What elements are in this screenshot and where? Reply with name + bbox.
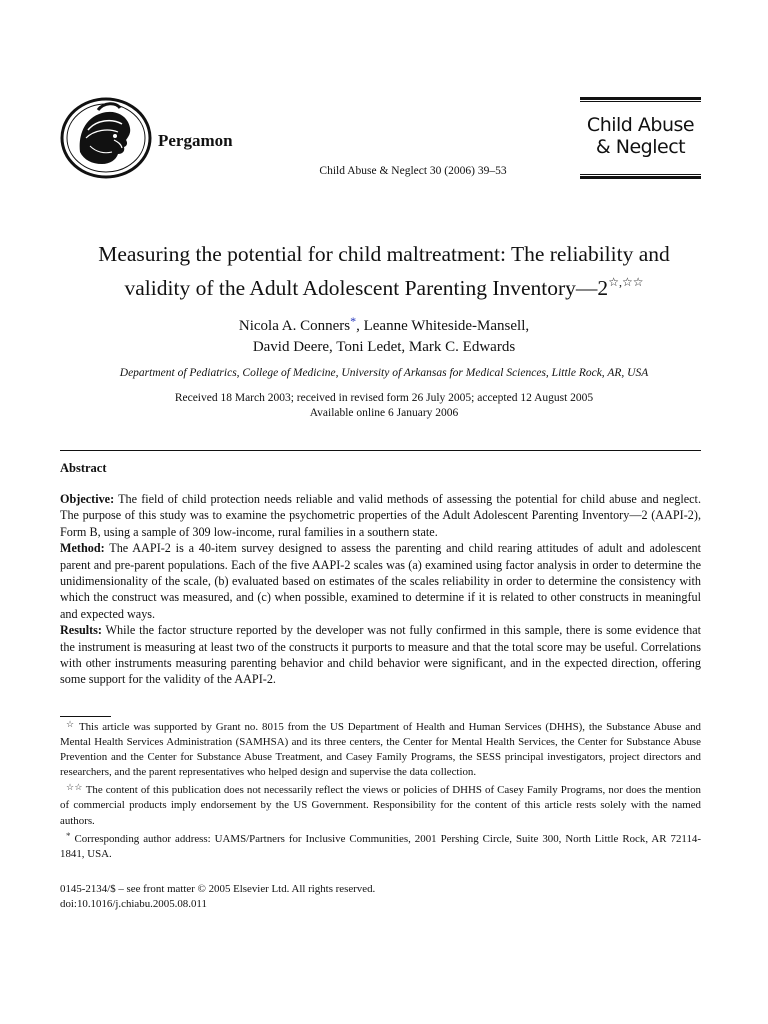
authors-line-2: David Deere, Toni Ledet, Mark C. Edwards xyxy=(252,339,516,355)
title-footnote-marks[interactable]: ☆,☆☆ xyxy=(608,275,644,289)
method-label: Method: xyxy=(60,541,105,556)
author-list xyxy=(0,311,768,358)
objective-label: Objective: xyxy=(60,492,115,506)
abstract-body xyxy=(60,491,701,688)
front-matter xyxy=(60,882,375,912)
wordmark-bottom-rule-thin xyxy=(580,174,701,175)
footnote-2-text: The content of this publication does not necessarily reflect the views or policies of DHHS of Casey Family Programs, nor does the mention of commercial products imply endorsement by the US Government. Responsibility for the content of this article rests solely with the named authors. xyxy=(60,784,702,827)
received-dates: Received 18 March 2003; received in revised form 26 July 2005; accepted 12 August 2005 xyxy=(174,392,594,404)
footnote-1-mark: ☆ xyxy=(66,719,76,729)
affiliation: Department of Pediatrics, College of Medicine, University of Arkansas for Medical Sciences, Little Rock, AR, USA xyxy=(119,367,649,379)
objective-text: The field of child protection needs reliable and valid methods of assessing the potential for child abuse and neglect. The purpose of this study was to examine the psychometric properties of the Adult Adolescent Parenting Inventory—2 (AAPI-2), Form B, using a sample of 309 low-income, rural families in a southern state. xyxy=(60,492,701,539)
wordmark-line-2: & Neglect xyxy=(595,136,686,158)
publisher-name: Pergamon xyxy=(158,131,233,150)
journal-citation: Child Abuse & Neglect 30 (2006) 39–53 xyxy=(319,165,507,177)
footnote-1 xyxy=(60,717,701,780)
footnote-2-mark: ☆☆ xyxy=(66,782,83,793)
issn-line: 0145-2134/$ – see front matter © 2005 Elsevier Ltd. All rights reserved. xyxy=(60,883,376,895)
footnote-2 xyxy=(60,780,701,828)
footnote-3-mark: * xyxy=(66,830,71,841)
footnote-3 xyxy=(60,829,701,862)
abstract-heading: Abstract xyxy=(60,461,107,475)
title-line-1: Measuring the potential for child maltreatment: The reliability and xyxy=(98,242,670,266)
authors-line-1a: Nicola A. Conners xyxy=(238,318,351,334)
results-label: Results: xyxy=(60,623,102,638)
results-text: While the factor structure reported by the developer was not fully confirmed in this sample, there is some evidence that the instrument is measuring at least two of the constructs it purports to measure and that the total score may be useful. Correlations with other instruments measuring parenting behavior and child behavior were significant, and in the expected direction, offering some support for the validity of the AAPI-2. xyxy=(60,623,701,687)
wordmark-bottom-rule xyxy=(580,176,701,179)
abstract-objective xyxy=(60,491,701,540)
method-text: The AAPI-2 is a 40-item survey designed to assess the parenting and child rearing attitudes of adult and adolescent parent and pre-parent populations. Each of the five AAPI-2 scales was (a) examined using factor analysis in order to determine the unidimensionality of the scale, (b) evaluated based on estimates of the scales reliability in order to determine the consistency with which the construct was measured, and (c) when possible, examined to determine if it is related to other constructs in meaningful and expected ways. xyxy=(60,541,701,621)
abstract-results xyxy=(60,622,701,688)
abstract-method xyxy=(60,540,701,622)
abstract-top-rule xyxy=(60,450,701,451)
footnote-3-text: Corresponding author address: UAMS/Partners for Inclusive Communities, 2001 Pershing Circle, Suite 300, North Little Rock, AR 72114-1841, USA. xyxy=(60,832,701,860)
article-history xyxy=(0,391,768,421)
footnote-1-text: This article was supported by Grant no. 8015 from the US Department of Health and Human Services (DHHS), the Substance Abuse and Mental Health Services Administration (SAMHSA) and its three centers, the Center for Mental Health Services, the Center for Substance Abuse Prevention and the Center for Substance Abuse Treatment, and Casey Family Programs, the SESS principal investigators, project directors and researchers, and the parent representatives who helped design and supervise the data collection. xyxy=(60,721,701,779)
available-online-date: Available online 6 January 2006 xyxy=(309,407,459,419)
wordmark-line-1: Child Abuse xyxy=(586,114,695,136)
title-line-2: validity of the Adult Adolescent Parenting Inventory—2 xyxy=(124,276,609,300)
wordmark-top-rule-thin xyxy=(580,101,701,102)
corresponding-author-mark[interactable]: * xyxy=(350,314,357,328)
article-title xyxy=(40,240,728,302)
doi-link[interactable]: doi:10.1016/j.chiabu.2005.08.011 xyxy=(60,898,207,910)
wordmark-top-rule xyxy=(580,97,701,100)
journal-wordmark xyxy=(580,97,701,179)
authors-line-1b: , Leanne Whiteside-Mansell, xyxy=(356,318,530,334)
footnotes xyxy=(60,717,701,862)
